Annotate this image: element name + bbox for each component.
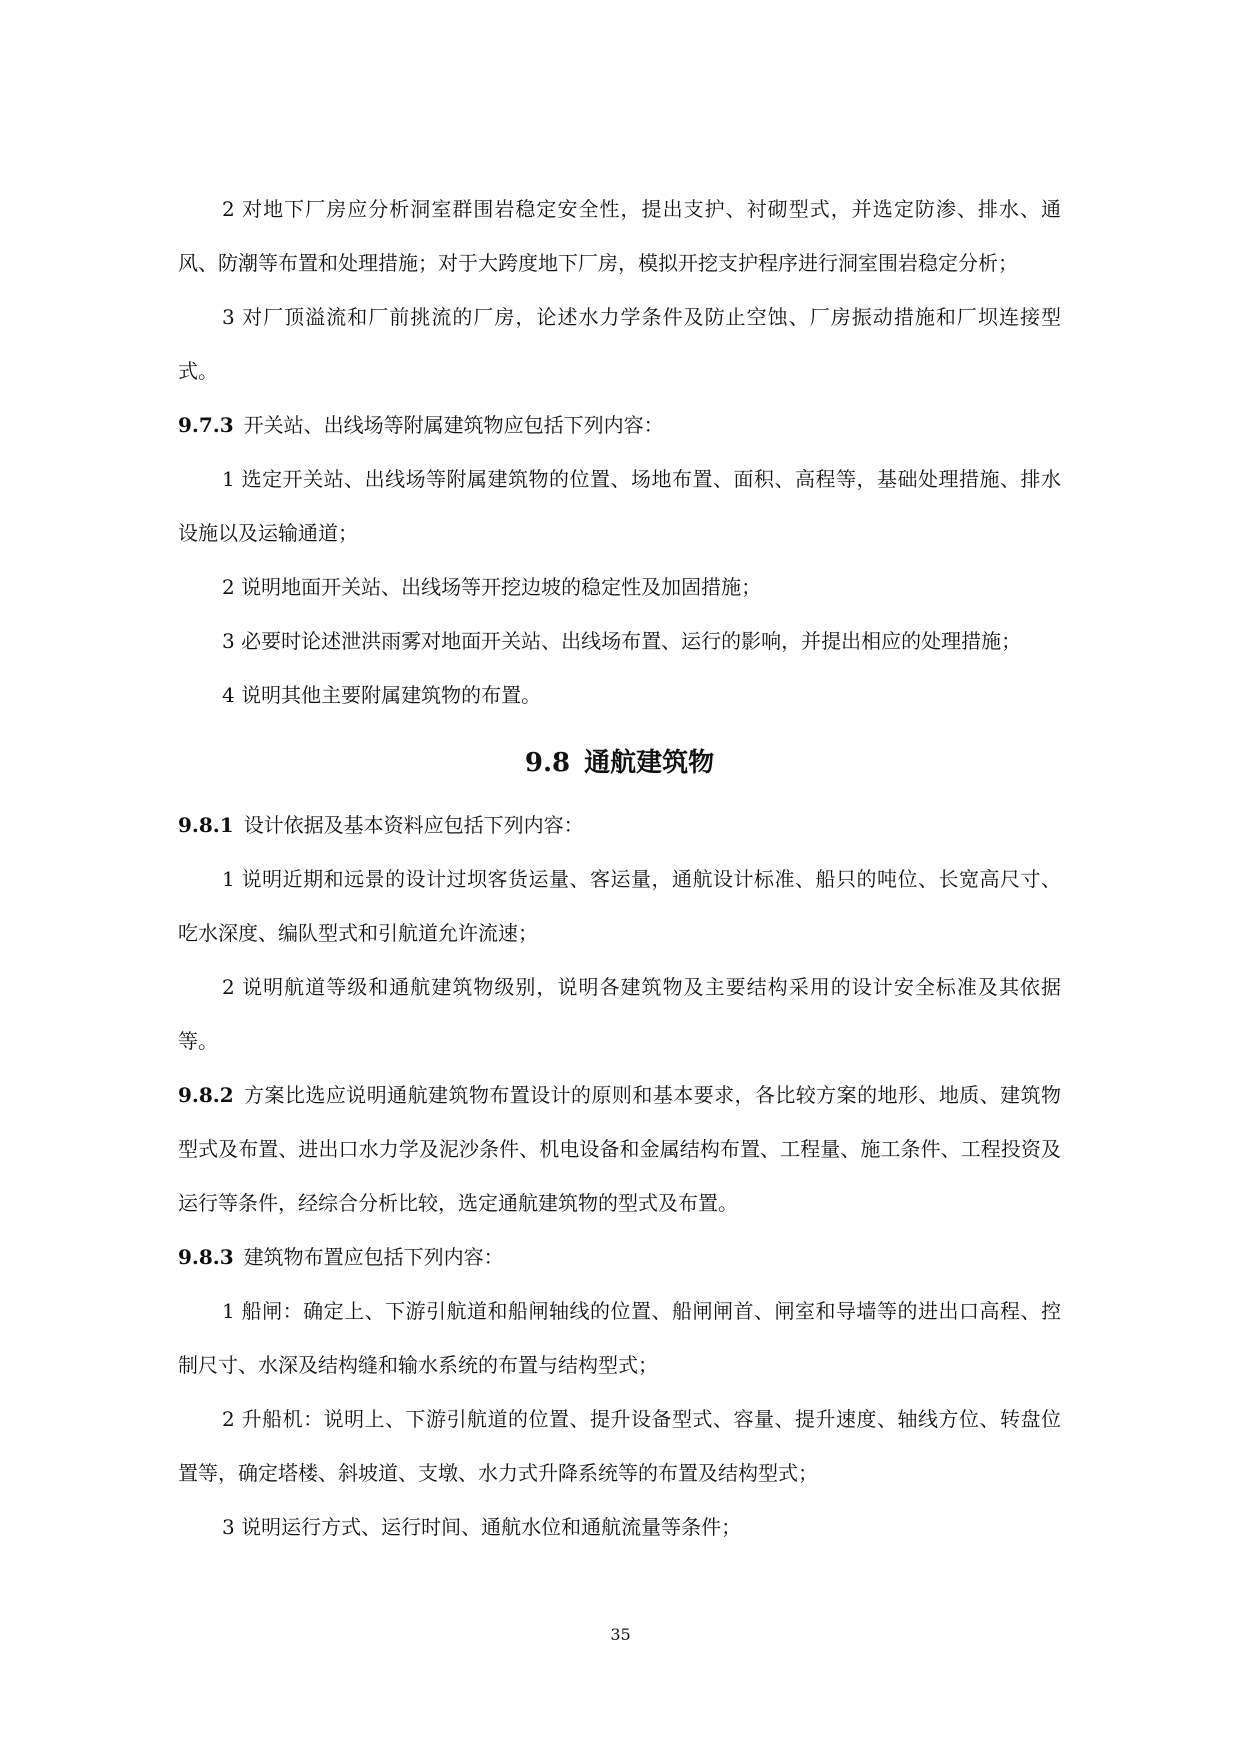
clause-paragraph [178,398,1061,452]
clause-text: 开关站、出线场等附属建筑物应包括下列内容： [243,413,664,437]
clause-number: 9.7.3 [178,413,234,437]
paragraph-item: 1 说明近期和远景的设计过坝客货运量、客运量，通航设计标准、船只的吨位、长宽高尺寸、吃水深度、编队型式和引航道允许流速； [178,867,1061,945]
clause-text: 设计依据及基本资料应包括下列内容： [243,813,584,837]
paragraph-item: 4 说明其他主要附属建筑物的布置。 [222,683,542,707]
clause-paragraph [178,1230,1061,1284]
paragraph-item: 3 说明运行方式、运行时间、通航水位和通航流量等条件； [222,1515,742,1539]
clause-paragraph [178,798,1061,852]
paragraph-item: 2 升船机：说明上、下游引航道的位置、提升设备型式、容量、提升速度、轴线方位、转盘位置等，确定塔楼、斜坡道、支墩、水力式升降系统等的布置及结构型式； [178,1407,1061,1485]
paragraph-item: 3 必要时论述泄洪雨雾对地面开关站、出线场布置、运行的影响，并提出相应的处理措施； [222,629,1022,653]
paragraph-item: 2 对地下厂房应分析洞室群围岩稳定安全性，提出支护、衬砌型式，并选定防渗、排水、通风、防潮等布置和处理措施；对于大跨度地下厂房，模拟开挖支护程序进行洞室围岩稳定分析； [178,197,1061,275]
clause-number: 9.8.2 [178,1083,234,1107]
paragraph-item: 2 说明航道等级和通航建筑物级别，说明各建筑物及主要结构采用的设计安全标准及其依据等。 [178,975,1061,1053]
section-heading [178,736,1061,790]
clause-text: 方案比选应说明通航建筑物布置设计的原则和基本要求，各比较方案的地形、地质、建筑物型式及布置、进出口水力学及泥沙条件、机电设备和金属结构布置、工程量、施工条件、工程投资及运行等条件，经综合分析比较，选定通航建筑物的型式及布置。 [178,1083,1061,1215]
clause-number: 9.8.3 [178,1245,234,1269]
clause-paragraph [178,1068,1061,1230]
section-number: 9.8 [524,748,571,778]
paragraph-item: 2 说明地面开关站、出线场等开挖边坡的稳定性及加固措施； [222,575,762,599]
paragraph-item: 3 对厂顶溢流和厂前挑流的厂房，论述水力学条件及防止空蚀、厂房振动措施和厂坝连接型式。 [178,305,1061,383]
page-number: 35 [610,1625,631,1644]
clause-text: 建筑物布置应包括下列内容： [243,1245,504,1269]
paragraph-item: 1 选定开关站、出线场等附属建筑物的位置、场地布置、面积、高程等，基础处理措施、排水设施以及运输通道； [178,467,1061,545]
paragraph-item: 1 船闸：确定上、下游引航道和船闸轴线的位置、船闸闸首、闸室和导墙等的进出口高程、控制尺寸、水深及结构缝和输水系统的布置与结构型式； [178,1299,1061,1377]
clause-number: 9.8.1 [178,813,234,837]
section-title: 通航建筑物 [584,748,715,778]
